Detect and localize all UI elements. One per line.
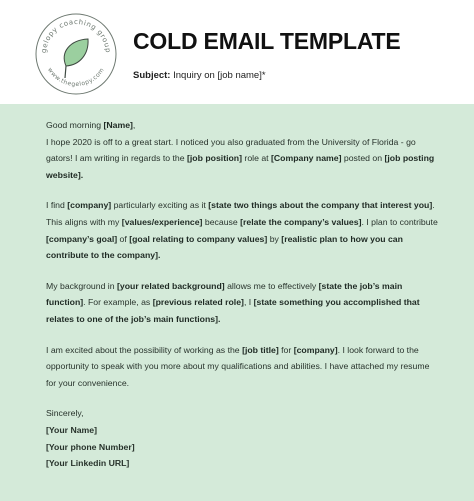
placeholder-text: [company’s goal]: [46, 233, 118, 244]
letter-text: , I: [243, 297, 254, 308]
letter-text: posted on: [341, 153, 385, 164]
letter-text: role at: [242, 153, 271, 164]
paragraph-greeting: [46, 117, 438, 183]
letter-text: . I plan to contribute: [361, 216, 438, 227]
letter-text: for: [278, 344, 294, 355]
letter-text: by: [267, 233, 282, 244]
signature-phone: [Your phone Number]: [46, 441, 135, 452]
placeholder-text: [state two things about the company that interest you]: [208, 200, 433, 211]
letter-body: [0, 104, 474, 501]
subject-line: [133, 70, 266, 81]
subject-value: Inquiry on [job name]*: [173, 70, 266, 81]
letter-text: Good morning: [46, 120, 104, 130]
signature-linkedin: [Your Linkedin URL]: [46, 458, 130, 469]
placeholder-text: [values/experience]: [121, 216, 203, 227]
letter-text: because: [202, 216, 241, 227]
paragraph-company-interest: [46, 197, 438, 263]
logo-text-bottom: www.thegelopy.com: [46, 66, 106, 89]
placeholder-text: [previous related role]: [152, 297, 244, 308]
paragraph-background: [46, 278, 438, 328]
placeholder-text: [your related background]: [117, 280, 225, 291]
logo-text-top: gelopy coaching group: [39, 17, 113, 54]
placeholder-text: [job position]: [187, 153, 243, 164]
letter-text: allows me to effectively: [224, 280, 319, 291]
signature-name: [Your Name]: [46, 424, 98, 435]
letter-text: I find: [46, 200, 68, 211]
letter-text: . For example, as: [83, 297, 153, 308]
letter-text: particularly exciting as it: [111, 200, 209, 211]
header: [0, 0, 474, 104]
closing-text: Sincerely,: [46, 408, 84, 419]
placeholder-text: [state something you accomplished that relates to one of the job’s main functions].: [46, 297, 420, 324]
placeholder-text: [company]: [293, 344, 338, 355]
paragraph-closing-remarks: [46, 342, 438, 392]
letter-text: of: [117, 233, 130, 244]
letter-text: I hope 2020 is off to a great start. I noticed you also graduated from the University of Florida - go gators! I am writing in regards to the: [46, 136, 416, 164]
signature-block: [46, 405, 438, 471]
subject-label: Subject:: [133, 70, 171, 81]
page-title: COLD EMAIL TEMPLATE: [133, 28, 401, 54]
placeholder-text: [Name]: [103, 120, 133, 130]
placeholder-text: [relate the company’s values]: [240, 216, 362, 227]
letter-text: I am excited about the possibility of working as the: [46, 344, 243, 355]
placeholder-text: [realistic plan to how you can contribute to the company].: [46, 233, 403, 261]
letter-text: ,: [132, 120, 136, 130]
gelopy-logo: [34, 12, 118, 96]
placeholder-text: [job title]: [242, 344, 279, 355]
placeholder-text: [state the job’s main function]: [46, 280, 403, 308]
placeholder-text: [job posting website].: [46, 153, 435, 180]
placeholder-text: [company]: [67, 200, 112, 211]
letter-content: [46, 117, 438, 472]
letter-text: . This aligns with my: [46, 200, 435, 227]
placeholder-text: [Company name]: [271, 153, 342, 164]
letter-text: . I look forward to the opportunity to speak with you more about my qualifications and abilities. I have attached my resume for your convenience.: [46, 344, 430, 388]
placeholder-text: [goal relating to company values]: [129, 233, 268, 244]
letter-text: My background in: [46, 280, 117, 291]
